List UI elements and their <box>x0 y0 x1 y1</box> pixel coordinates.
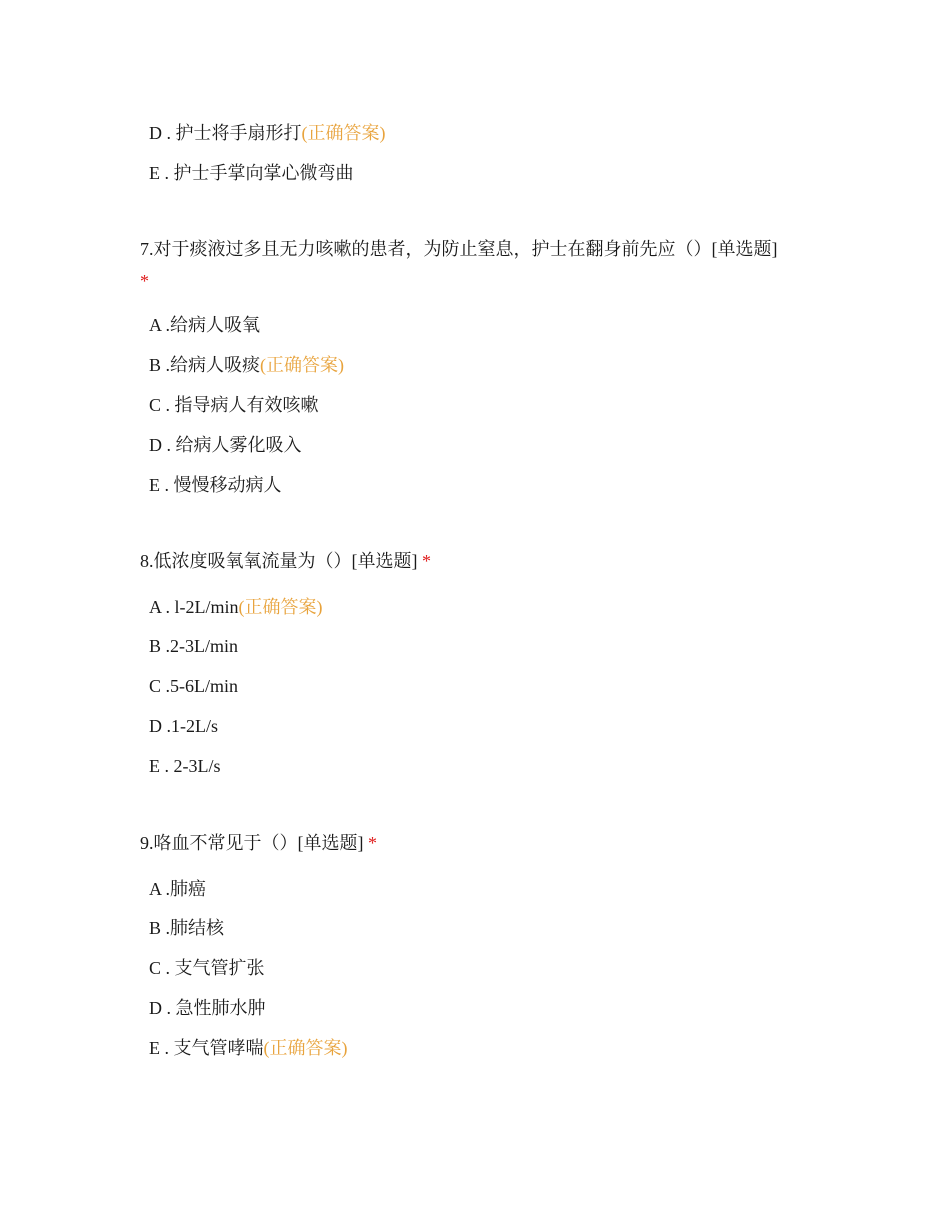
question-7-title <box>140 237 778 261</box>
question-8-option-b <box>149 634 238 658</box>
option-text: E . 慢慢移动病人 <box>149 475 282 495</box>
question-8-option-c <box>149 674 238 698</box>
option-text: D . 护士将手扇形打 <box>149 123 302 143</box>
option-text: B .2-3L/min <box>149 636 238 656</box>
option-text: B .给病人吸痰 <box>149 355 261 375</box>
option-text: C . 指导病人有效咳嗽 <box>149 395 319 415</box>
required-marker: * <box>140 271 149 291</box>
option-partial-e <box>149 161 354 185</box>
question-7-required <box>140 269 149 293</box>
option-text: E . 支气管哮喘 <box>149 1038 264 1058</box>
question-9-option-b <box>149 916 224 940</box>
option-text: B .肺结核 <box>149 918 225 938</box>
question-9-option-e <box>149 1036 348 1060</box>
question-8-option-e <box>149 754 221 778</box>
question-text: 9.咯血不常见于（）[单选题] <box>140 833 364 853</box>
question-9-title <box>140 831 377 855</box>
question-7-option-c <box>149 393 319 417</box>
question-7-option-b <box>149 353 344 377</box>
correct-answer-marker: (正确答案) <box>263 1038 348 1058</box>
option-text: E . 2-3L/s <box>149 756 221 776</box>
question-7-option-e <box>149 473 282 497</box>
question-8-option-d <box>149 714 218 738</box>
required-marker: * <box>422 551 431 571</box>
option-text: A . l-2L/min <box>149 597 239 617</box>
question-7-option-a <box>149 313 260 337</box>
question-8-option-a <box>149 595 323 619</box>
required-marker: * <box>368 833 377 853</box>
option-text: A .肺癌 <box>149 879 207 899</box>
option-text: D .1-2L/s <box>149 716 218 736</box>
question-9-option-c <box>149 956 265 980</box>
question-9-option-a <box>149 877 206 901</box>
option-text: D . 急性肺水肿 <box>149 998 266 1018</box>
option-text: C .5-6L/min <box>149 676 238 696</box>
correct-answer-marker: (正确答案) <box>260 355 345 375</box>
question-9-option-d <box>149 996 266 1020</box>
option-text: C . 支气管扩张 <box>149 958 265 978</box>
option-text: A .给病人吸氧 <box>149 315 261 335</box>
option-partial-d <box>149 121 386 145</box>
option-text: E . 护士手掌向掌心微弯曲 <box>149 163 354 183</box>
question-text: 7.对于痰液过多且无力咳嗽的患者，为防止窒息，护士在翻身前先应（）[单选题] <box>140 239 778 259</box>
correct-answer-marker: (正确答案) <box>301 123 386 143</box>
correct-answer-marker: (正确答案) <box>238 597 323 617</box>
question-7-option-d <box>149 433 302 457</box>
option-text: D . 给病人雾化吸入 <box>149 435 302 455</box>
question-8-title <box>140 549 431 573</box>
question-text: 8.低浓度吸氧氧流量为（）[单选题] <box>140 551 418 571</box>
